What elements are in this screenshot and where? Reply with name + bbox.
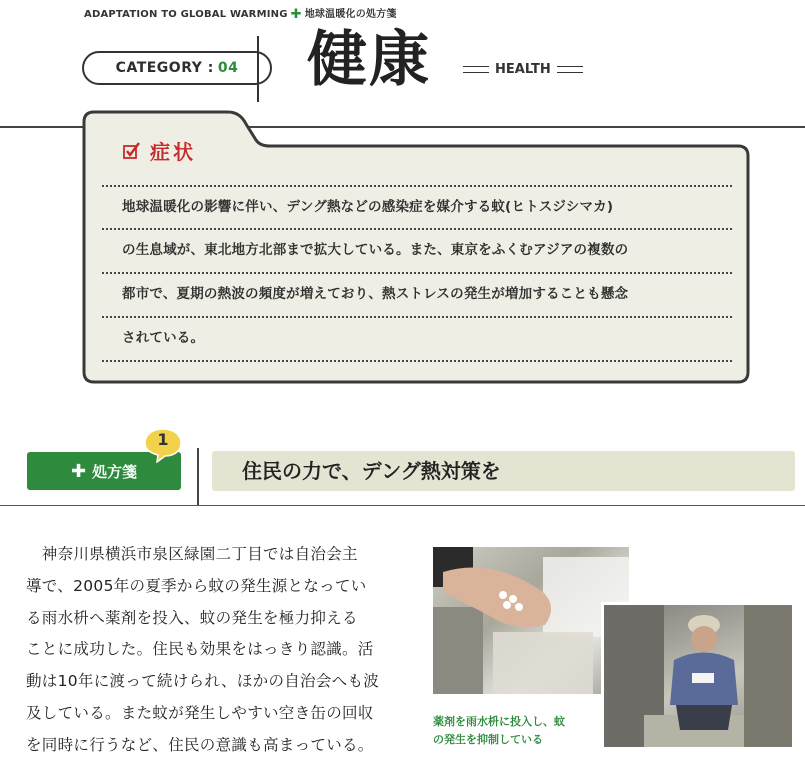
prescription-headline: 住民の力で、デング熱対策を <box>212 451 795 491</box>
category-number: 04 <box>217 60 239 76</box>
photo-hand-with-tablets <box>433 547 629 694</box>
article-line: 動は10年に渡って続けられ、ほかの自治会へも波 <box>26 672 380 691</box>
header-divider-vertical <box>257 36 259 102</box>
symptom-notes <box>102 185 732 362</box>
green-cross-icon: ✚ <box>290 7 302 22</box>
caption-line: の発生を抑制している <box>433 733 543 746</box>
bar-divider-horizontal <box>0 505 805 506</box>
series-label-en: ADAPTATION TO GLOBAL WARMING <box>84 9 288 20</box>
article-line: 神奈川県横浜市泉区緑園二丁目では自治会主 <box>26 545 358 563</box>
article-line: る雨水枡へ薬剤を投入、蚊の発生を極力抑える <box>26 608 358 627</box>
symptom-line: されている。 <box>102 318 732 362</box>
article-line: 及している。また蚊が発生しやすい空き缶の回収 <box>26 703 374 722</box>
title-en-label <box>457 62 589 77</box>
article-line: 導で、2005年の夏季から蚊の発生源となってい <box>26 576 367 595</box>
series-label <box>84 5 397 21</box>
category-prefix: CATEGORY : <box>115 60 214 76</box>
article-line: ことに成功した。住民も効果をはっきり認識。活 <box>26 640 374 659</box>
photo-caption <box>433 713 598 749</box>
page-title: 健康 <box>307 25 431 95</box>
symptom-line: 地球温暖化の影響に伴い、デング熱などの感染症を媒介する蚊(ヒトスジシマカ) <box>102 185 732 230</box>
double-line-left <box>463 66 489 73</box>
symptom-line: の生息域が、東北地方北部まで拡大している。また、東京をふくむアジアの複数の <box>102 230 732 274</box>
symptom-title: 症状 <box>150 140 196 164</box>
article-line: を同時に行うなど、住民の意識も高まっている。 <box>26 735 374 754</box>
double-line-right <box>557 66 583 73</box>
article-body <box>26 539 400 762</box>
series-label-jp: 地球温暖化の処方箋 <box>304 9 397 20</box>
caption-line: 薬剤を雨水枡に投入し、蚊 <box>433 715 565 728</box>
bar-divider-vertical <box>197 448 199 506</box>
photo-man-at-drain <box>601 602 795 750</box>
prescription-label-text: 処方箋 <box>92 462 138 481</box>
category-pill <box>82 51 272 85</box>
prescription-number: 1 <box>157 430 169 449</box>
symptom-header <box>122 136 196 165</box>
title-en-text: HEALTH <box>495 62 551 77</box>
plus-icon: ✚ <box>70 460 87 482</box>
symptom-line: 都市で、夏期の熱波の頻度が増えており、熱ストレスの発生が増加することも懸念 <box>102 274 732 318</box>
checkbox-checked-icon <box>122 141 142 161</box>
